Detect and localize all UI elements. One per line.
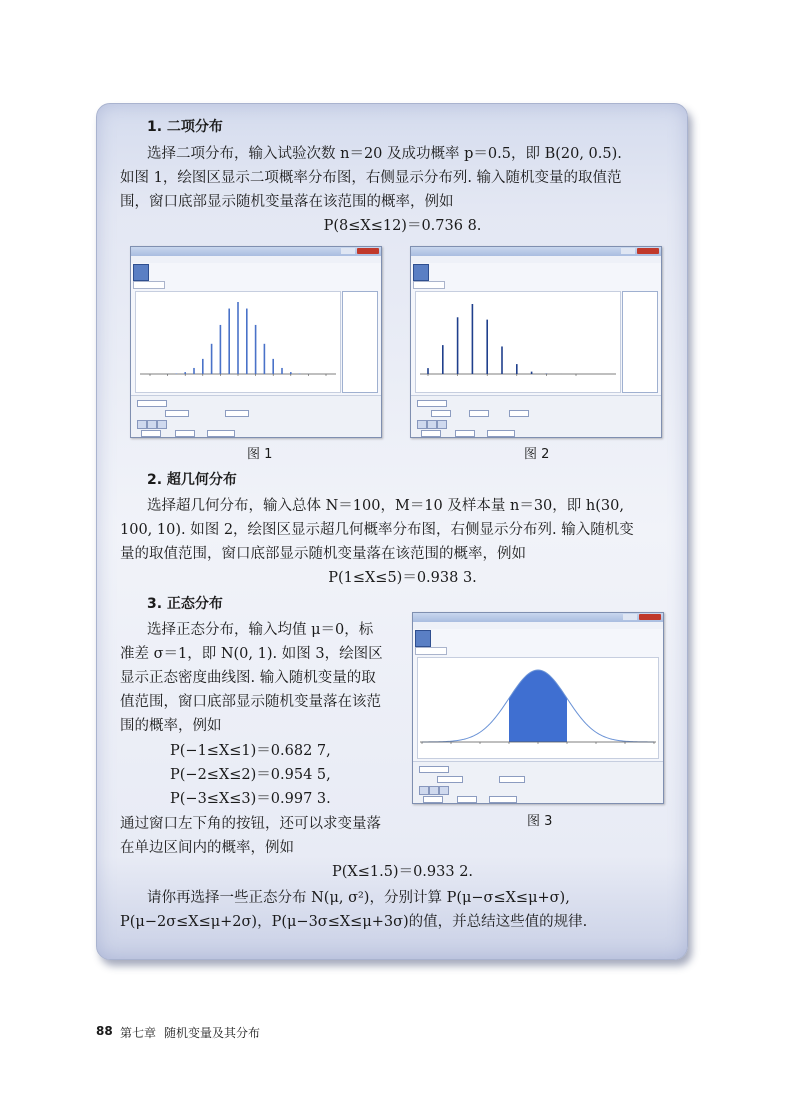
figure-3-caption: 图 3 bbox=[527, 814, 553, 829]
title-bar bbox=[131, 247, 381, 256]
window-buttons[interactable] bbox=[357, 248, 379, 254]
distribution-select[interactable] bbox=[137, 400, 167, 407]
section-3-formula: P(−3≤X≤3)＝0.997 3. bbox=[170, 791, 331, 807]
control-panel bbox=[131, 395, 381, 438]
distribution-list[interactable] bbox=[622, 291, 658, 393]
sample-field[interactable] bbox=[509, 410, 529, 417]
right-tail-button[interactable] bbox=[157, 420, 167, 429]
menu-bar[interactable] bbox=[411, 256, 661, 263]
upper-bound-field[interactable] bbox=[175, 430, 195, 437]
title-bar bbox=[413, 613, 663, 622]
upper-bound-field[interactable] bbox=[455, 430, 475, 437]
result-field bbox=[487, 430, 515, 437]
mean-field[interactable] bbox=[437, 776, 463, 783]
section-1-heading: 1. 二项分布 bbox=[147, 119, 223, 135]
lower-bound-field[interactable] bbox=[423, 796, 443, 803]
figure-2-caption: 图 2 bbox=[524, 447, 550, 462]
interval-button[interactable] bbox=[427, 420, 437, 429]
app-icon[interactable] bbox=[413, 264, 429, 281]
tab-strip[interactable] bbox=[133, 281, 165, 289]
window-buttons[interactable] bbox=[637, 248, 659, 254]
result-field bbox=[489, 796, 517, 803]
right-tail-button[interactable] bbox=[437, 420, 447, 429]
section-3-line: 值范围，窗口底部显示随机变量落在该范 bbox=[120, 694, 381, 710]
interval-button[interactable] bbox=[429, 786, 439, 795]
section-3-heading: 3. 正态分布 bbox=[147, 596, 223, 612]
population-field[interactable] bbox=[431, 410, 451, 417]
right-tail-button[interactable] bbox=[439, 786, 449, 795]
left-tail-button[interactable] bbox=[417, 420, 427, 429]
window-buttons[interactable] bbox=[639, 614, 661, 620]
section-3-line: 围的概率，例如 bbox=[120, 718, 222, 734]
distribution-list[interactable] bbox=[342, 291, 378, 393]
section-3-line: 准差 σ＝1，即 N(0, 1). 如图 3，绘图区 bbox=[120, 646, 383, 662]
successes-field[interactable] bbox=[469, 410, 489, 417]
section-3-formula: P(−1≤X≤1)＝0.682 7, bbox=[170, 743, 331, 759]
control-panel bbox=[413, 761, 663, 804]
section-3-formula: P(−2≤X≤2)＝0.954 5, bbox=[170, 767, 331, 783]
section-1-line: 围，窗口底部显示随机变量落在该范围的概率，例如 bbox=[120, 194, 454, 210]
result-field bbox=[207, 430, 235, 437]
interval-button[interactable] bbox=[147, 420, 157, 429]
toolbar bbox=[133, 264, 177, 280]
closing-line: 请你再选择一些正态分布 N(μ, σ²)，分别计算 P(μ−σ≤X≤μ+σ), bbox=[147, 890, 570, 906]
left-tail-button[interactable] bbox=[137, 420, 147, 429]
section-1-line: 选择二项分布，输入试验次数 n＝20 及成功概率 p＝0.5，即 B(20, 0.5). bbox=[147, 146, 622, 162]
chapter-title: 随机变量及其分布 bbox=[164, 1026, 261, 1040]
tab-strip[interactable] bbox=[413, 281, 445, 289]
section-3-line: 选择正态分布，输入均值 μ＝0，标 bbox=[147, 622, 374, 638]
section-3-line: 显示正态密度曲线图. 输入随机变量的取 bbox=[120, 670, 376, 686]
lower-bound-field[interactable] bbox=[141, 430, 161, 437]
probability-field[interactable] bbox=[225, 410, 249, 417]
figure-1-caption: 图 1 bbox=[247, 447, 273, 462]
toolbar bbox=[413, 264, 457, 280]
section-2-heading: 2. 超几何分布 bbox=[147, 472, 237, 488]
toolbar bbox=[415, 630, 459, 646]
binomial-chart bbox=[136, 292, 340, 392]
section-2-line: 选择超几何分布，输入总体 N＝100，M＝10 及样本量 n＝30，即 h(30, bbox=[147, 498, 624, 514]
app-icon[interactable] bbox=[133, 264, 149, 281]
section-2-line: 100, 10). 如图 2，绘图区显示超几何概率分布图，右侧显示分布列. 输入随机变 bbox=[120, 522, 634, 538]
hypergeometric-chart bbox=[416, 292, 620, 392]
plot-area bbox=[135, 291, 341, 393]
distribution-select[interactable] bbox=[417, 400, 447, 407]
section-3-final-formula: P(X≤1.5)＝0.933 2. bbox=[331, 864, 474, 880]
section-3-line: 在单边区间内的概率，例如 bbox=[120, 840, 294, 856]
chapter-label: 第七章 bbox=[120, 1026, 157, 1040]
closing-line: P(μ−2σ≤X≤μ+2σ)，P(μ−3σ≤X≤μ+3σ)的值，并总结这些值的规律. bbox=[120, 914, 588, 930]
left-tail-button[interactable] bbox=[419, 786, 429, 795]
plot-area bbox=[417, 657, 659, 759]
control-panel bbox=[411, 395, 661, 438]
section-3-line: 通过窗口左下角的按钮，还可以求变量落 bbox=[120, 816, 381, 832]
title-bar bbox=[411, 247, 661, 256]
upper-bound-field[interactable] bbox=[457, 796, 477, 803]
normal-density-chart bbox=[418, 658, 658, 758]
figure-3-window bbox=[412, 612, 664, 804]
figure-2-window bbox=[410, 246, 662, 438]
section-1-line: 如图 1，绘图区显示二项概率分布图，右侧显示分布列. 输入随机变量的取值范 bbox=[120, 170, 622, 186]
section-2-formula: P(1≤X≤5)＝0.938 3. bbox=[328, 570, 477, 586]
figure-1-window bbox=[130, 246, 382, 438]
shaded-probability-area bbox=[509, 670, 567, 742]
tab-strip[interactable] bbox=[415, 647, 447, 655]
lower-bound-field[interactable] bbox=[421, 430, 441, 437]
sd-field[interactable] bbox=[499, 776, 525, 783]
app-icon[interactable] bbox=[415, 630, 431, 647]
page-number: 88 bbox=[96, 1024, 113, 1038]
trials-field[interactable] bbox=[165, 410, 189, 417]
plot-area bbox=[415, 291, 621, 393]
distribution-select[interactable] bbox=[419, 766, 449, 773]
section-2-line: 量的取值范围，窗口底部显示随机变量落在该范围的概率，例如 bbox=[120, 546, 526, 562]
menu-bar[interactable] bbox=[131, 256, 381, 263]
section-1-formula: P(8≤X≤12)＝0.736 8. bbox=[323, 218, 482, 234]
menu-bar[interactable] bbox=[413, 622, 663, 629]
